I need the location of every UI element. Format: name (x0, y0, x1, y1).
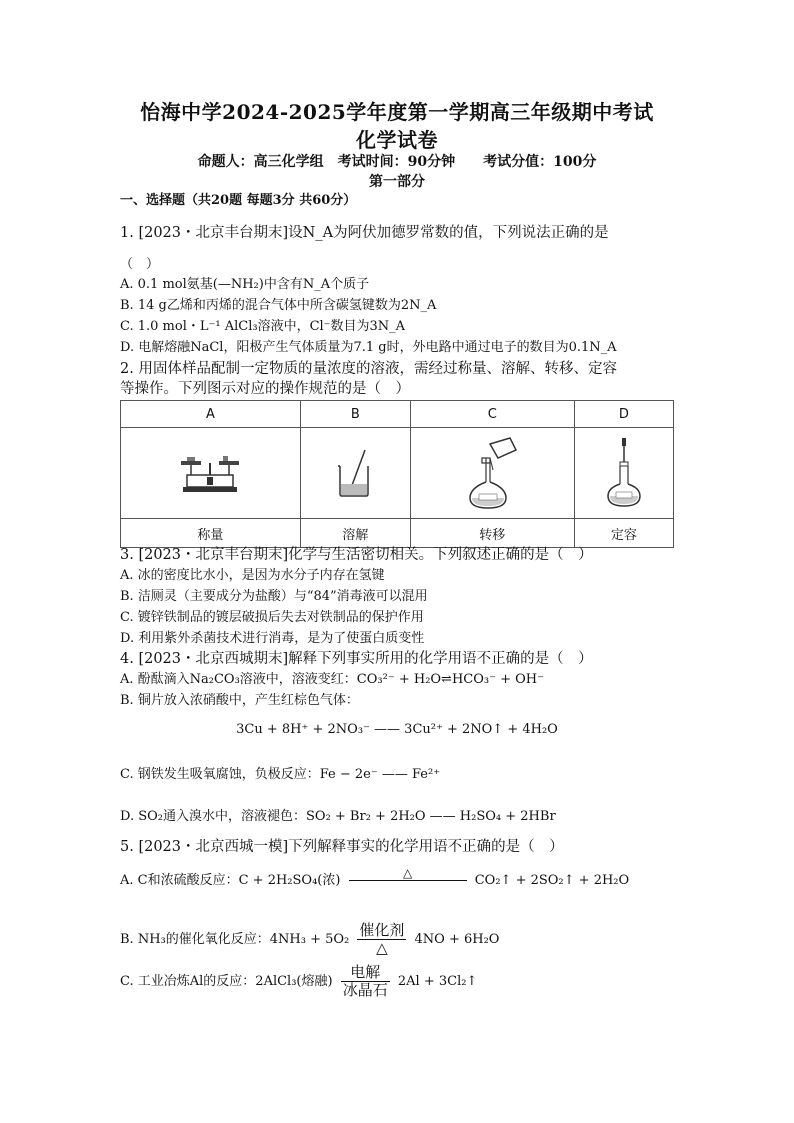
q3-option-d: D. 利用紫外杀菌技术进行消毒，是为了使蛋白质变性 (120, 631, 425, 646)
q5-option-b-reactants: B. NH₃的催化氧化反应：4NH₃ + 5O₂ (120, 932, 350, 947)
q3-option-c: C. 镀锌铁制品的镀层破损后失去对铁制品的保护作用 (120, 610, 424, 625)
q2-stem-line2: 等操作。下列图示对应的操作规范的是（ ） (120, 381, 410, 397)
q1-stem: 1. [2023・北京丰台期末]设N_A为阿伏加德罗常数的值，下列说法正确的是 (120, 225, 609, 241)
q1-option-c: C. 1.0 mol・L⁻¹ AlCl₃溶液中，Cl⁻数目为3N_A (120, 319, 406, 334)
table-cell-d-image (574, 428, 673, 519)
q5-option-a-condition-top: △ (349, 866, 467, 881)
q5-stem: 5. [2023・北京西城一模]下列解释事实的化学用语不正确的是（ ） (120, 839, 564, 855)
q5-option-b-condition (357, 922, 406, 957)
table-label-b: 溶解 (300, 519, 410, 548)
q5-option-b-condition-top: 催化剂 (359, 921, 405, 939)
q5-option-a-condition (349, 866, 467, 895)
q2-stem-line1: 2. 用固体样品配制一定物质的量浓度的溶液，需经过称量、溶解、转移、定容 (120, 361, 617, 377)
q5-option-b (120, 922, 680, 957)
volumetric-flask-dropper-icon (606, 438, 642, 508)
q5-option-a-products: CO₂↑ + 2SO₂↑ + 2H₂O (474, 873, 630, 888)
q4-option-c: C. 钢铁发生吸氧腐蚀，负极反应：Fe − 2e⁻ —— Fe²⁺ (120, 767, 441, 782)
q5-option-c-products: 2Al + 3Cl₂↑ (397, 974, 478, 989)
q1-paren: （ ） (120, 257, 160, 272)
q3-option-b: B. 洁厕灵（主要成分为盐酸）与“84”消毒液可以混用 (120, 589, 428, 604)
q5-option-c-condition-top: 电解 (341, 964, 390, 982)
q4-option-b: B. 铜片放入浓硝酸中，产生红棕色气体： (120, 693, 359, 708)
volumetric-flask-pouring-icon (462, 436, 522, 510)
q4-option-a: A. 酚酞滴入Na₂CO₃溶液中，溶液变红：CO₃²⁻ + H₂O⇌HCO₃⁻ + OH⁻ (120, 672, 544, 687)
q3-option-a: A. 冰的密度比水小，是因为水分子内存在氢键 (120, 568, 385, 583)
q1-option-a: A. 0.1 mol氨基(—NH₂)中含有N_A个质子 (120, 277, 370, 292)
exam-title: 怡海中学2024-2025学年度第一学期高三年级期中考试 (140, 100, 654, 124)
operations-table (120, 400, 674, 548)
q1-option-b: B. 14 g乙烯和丙烯的混合气体中所含碳氢键数为2N_A (120, 298, 437, 313)
q3-stem: 3. [2023・北京丰台期末]化学与生活密切相关。下列叙述正确的是（ ） (120, 547, 593, 563)
table-cell-b-image (300, 428, 410, 519)
table-header-c: C (410, 401, 574, 428)
q5-option-c-reactants: C. 工业冶炼Al的反应：2AlCl₃(熔融) (120, 974, 333, 989)
q4-stem: 4. [2023・北京西城期末]解释下列事实所用的化学用语不正确的是（ ） (120, 651, 593, 667)
table-label-a: 称量 (121, 519, 301, 548)
q5-option-b-condition-bottom: △ (376, 939, 388, 957)
table-cell-c-image (410, 428, 574, 519)
table-cell-a-image (121, 428, 301, 519)
q5-option-c-condition-bottom: 冰晶石 (342, 981, 388, 999)
q5-option-a-reactants: A. C和浓硫酸反应：C + 2H₂SO₄(浓) (120, 873, 341, 888)
q5-option-b-products: 4NO + 6H₂O (414, 932, 500, 947)
exam-info: 命题人：高三化学组 考试时间：90分钟 考试分值：100分 (197, 154, 597, 170)
q5-option-a (120, 866, 680, 895)
table-label-c: 转移 (410, 519, 574, 548)
table-header-d: D (574, 401, 673, 428)
beaker-stirring-icon (335, 448, 375, 498)
balance-icon (177, 453, 243, 493)
table-header-b: B (300, 401, 410, 428)
q4-option-d: D. SO₂通入溴水中，溶液褪色：SO₂ + Br₂ + 2H₂O —— H₂SO₄ + 2HBr (120, 809, 556, 824)
q1-option-d: D. 电解熔融NaCl，阳极产生气体质量为7.1 g时，外电路中通过电子的数目为0.1N_A (120, 340, 617, 355)
q4-option-b-equation: 3Cu + 8H⁺ + 2NO₃⁻ —— 3Cu²⁺ + 2NO↑ + 4H₂O (236, 722, 558, 737)
section-heading: 一、选择题（共20题 每题3分 共60分） (120, 193, 357, 208)
table-header-a: A (121, 401, 301, 428)
exam-subtitle: 化学试卷 (356, 128, 438, 152)
table-label-d: 定容 (574, 519, 673, 548)
part-heading: 第一部分 (369, 174, 425, 190)
q5-option-c (120, 964, 680, 999)
q5-option-c-condition (341, 964, 390, 999)
